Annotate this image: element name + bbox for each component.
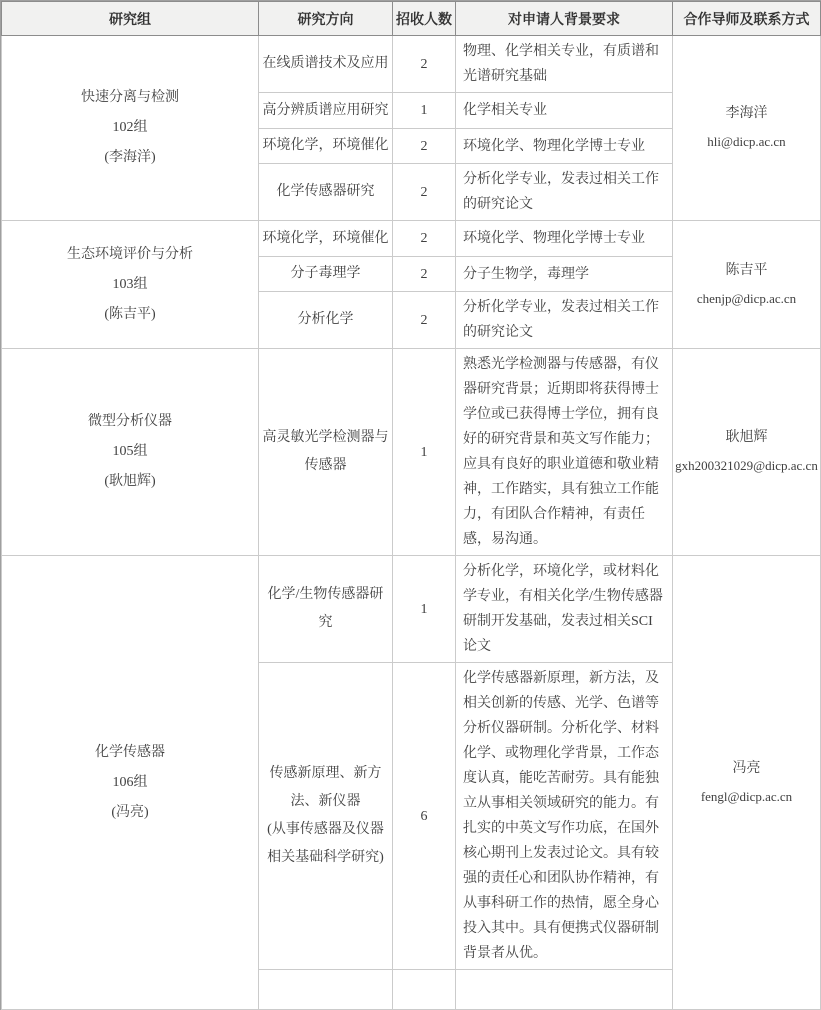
requirement-cell: 熟悉光学检测器与传感器，有仪器研究背景；近期即将获得博士学位或已获得博士学位，拥有良好的研究背景和英文写作能力；应具有良好的职业道德和敬业精神，工作踏实，具有独立工作能力，有团队合作精神，有责任感，易沟通。: [456, 349, 673, 556]
group-cell-106: [2, 556, 259, 1010]
requirement-cell: 环境化学、物理化学博士专业: [456, 129, 673, 164]
group-cell-105: [2, 349, 259, 556]
count-cell: [393, 970, 456, 1010]
requirement-cell: 环境化学、物理化学博士专业: [456, 221, 673, 257]
direction-cell: 分子毒理学: [259, 257, 393, 292]
supervisor-name: 冯亮: [732, 760, 761, 776]
header-row: [2, 2, 821, 36]
group-number: 103组: [112, 276, 148, 292]
direction-note: (从事传感器及仪器相关基础科学研究): [267, 822, 384, 865]
table-row: [2, 556, 821, 663]
supervisor-email: hli@dicp.ac.cn: [707, 134, 786, 149]
count-cell: 2: [393, 129, 456, 164]
requirement-cell: 化学相关专业: [456, 93, 673, 129]
table-row: [2, 36, 821, 93]
direction-cell: [259, 663, 393, 970]
requirement-cell: 分析化学专业，发表过相关工作的研究论文: [456, 292, 673, 349]
supervisor-email: fengl@dicp.ac.cn: [700, 788, 793, 804]
table-row: [2, 349, 821, 556]
direction-title: 传感新原理、新方法、新仪器: [269, 766, 382, 809]
group-leader: (李海洋): [104, 150, 156, 165]
requirement-cell: 分析化学专业，发表过相关工作的研究论文: [456, 164, 673, 221]
header-research-direction: 研究方向: [259, 2, 393, 36]
supervisor-name: 李海洋: [725, 106, 768, 121]
requirement-cell: [456, 970, 673, 1010]
header-research-group: 研究组: [2, 2, 259, 36]
recruitment-table: [1, 1, 821, 1010]
header-applicant-requirements: 对申请人背景要求: [456, 2, 673, 36]
header-supervisor-contact: 合作导师及联系方式: [673, 2, 821, 36]
supervisor-cell-106: [673, 556, 821, 1010]
group-leader: (陈吉平): [104, 306, 156, 322]
direction-cell: 化学传感器研究: [259, 164, 393, 221]
count-cell: 1: [393, 93, 456, 129]
supervisor-cell-105: [673, 349, 821, 556]
group-number: 106组: [112, 774, 148, 790]
direction-cell: 高灵敏光学检测器与传感器: [259, 349, 393, 556]
requirement-cell: 分子生物学，毒理学: [456, 257, 673, 292]
supervisor-name: 陈吉平: [725, 262, 768, 278]
count-cell: 2: [393, 221, 456, 257]
direction-cell: 在线质谱技术及应用: [259, 36, 393, 93]
count-cell: 1: [393, 556, 456, 663]
table-row: [2, 221, 821, 257]
count-cell: 2: [393, 164, 456, 221]
header-enrollment-count: 招收人数: [393, 2, 456, 36]
count-cell: 2: [393, 257, 456, 292]
count-cell: 1: [393, 349, 456, 556]
group-leader: (冯亮): [111, 804, 149, 820]
supervisor-name: 耿旭辉: [725, 430, 768, 445]
count-cell: 2: [393, 292, 456, 349]
direction-cell: [259, 970, 393, 1010]
requirement-cell: 分析化学，环境化学，或材料化学专业，有相关化学/生物传感器研制开发基础，发表过相关SCI论文: [456, 556, 673, 663]
supervisor-cell-102: [673, 36, 821, 221]
group-number: 105组: [112, 444, 148, 459]
group-name: 快速分离与检测: [81, 90, 179, 105]
group-cell-103: [2, 221, 259, 349]
supervisor-email: gxh200321029@dicp.ac.cn: [675, 458, 818, 473]
group-cell-102: [2, 36, 259, 221]
direction-cell: 分析化学: [259, 292, 393, 349]
requirement-cell: 物理、化学相关专业，有质谱和光谱研究基础: [456, 36, 673, 93]
supervisor-cell-103: [673, 221, 821, 349]
count-cell: 6: [393, 663, 456, 970]
group-name: 化学传感器: [95, 744, 165, 760]
requirement-cell: 化学传感器新原理，新方法，及相关创新的传感、光学、色谱等分析仪器研制。分析化学、材料化学、或物理化学背景，工作态度认真，能吃苦耐劳。具有能独立从事相关领域研究的能力。有扎实的中英文写作功底，在国外核心期刊上发表过论文。具有较强的责任心和团队协作精神，有从事科研工作的热情，愿全身心投入其中。具有便携式仪器研制背景者从优。: [456, 663, 673, 970]
direction-cell: 高分辨质谱应用研究: [259, 93, 393, 129]
group-name: 生态环境评价与分析: [67, 246, 193, 262]
supervisor-email: chenjp@dicp.ac.cn: [696, 290, 797, 306]
group-name: 微型分析仪器: [88, 414, 172, 429]
group-number: 102组: [112, 120, 148, 135]
direction-cell: 环境化学，环境催化: [259, 129, 393, 164]
direction-cell: 化学/生物传感器研究: [259, 556, 393, 663]
group-leader: (耿旭辉): [104, 474, 156, 489]
direction-cell: 环境化学，环境催化: [259, 221, 393, 257]
count-cell: 2: [393, 36, 456, 93]
